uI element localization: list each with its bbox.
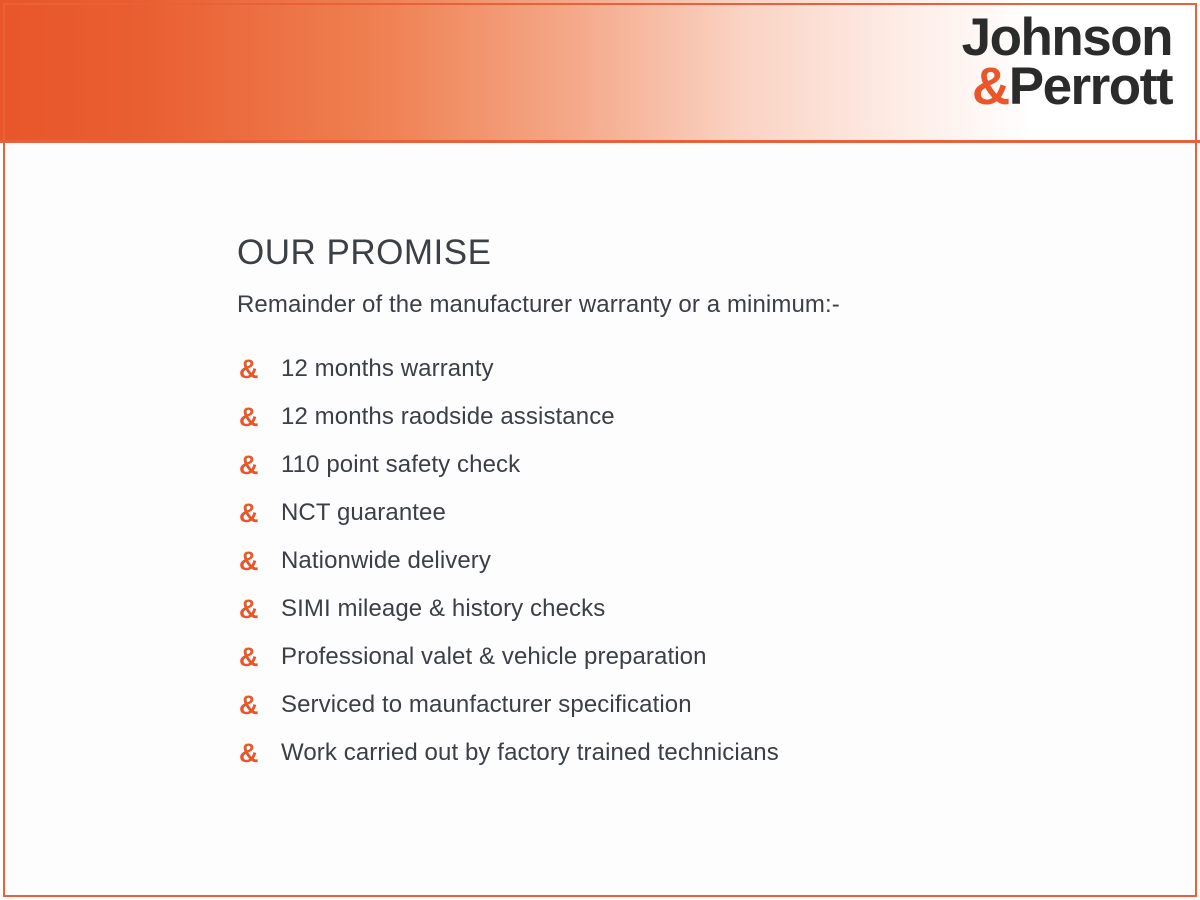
ampersand-bullet-icon: & bbox=[239, 737, 259, 768]
logo-line-2-text: Perrott bbox=[1008, 56, 1172, 116]
list-item-label: Nationwide delivery bbox=[281, 547, 492, 574]
company-logo bbox=[961, 8, 1172, 116]
ampersand-bullet-icon: & bbox=[239, 593, 259, 624]
list-item bbox=[237, 681, 1137, 729]
list-item bbox=[237, 633, 1137, 681]
page-title: OUR PROMISE bbox=[237, 233, 492, 272]
list-item-label: Work carried out by factory trained technicians bbox=[281, 739, 779, 766]
ampersand-bullet-icon: & bbox=[239, 641, 259, 672]
list-item bbox=[237, 537, 1137, 585]
logo-line-2 bbox=[962, 56, 1172, 116]
list-item bbox=[237, 489, 1137, 537]
header-band bbox=[0, 0, 1200, 140]
logo-line-1: Johnson bbox=[961, 8, 1172, 67]
promise-list bbox=[237, 345, 1137, 777]
ampersand-bullet-icon: & bbox=[239, 353, 259, 384]
list-item-label: SIMI mileage & history checks bbox=[281, 595, 606, 622]
list-item bbox=[237, 393, 1137, 441]
body-area bbox=[0, 143, 1200, 897]
list-item bbox=[237, 585, 1137, 633]
list-item-label: NCT guarantee bbox=[281, 499, 446, 526]
list-item-label: Serviced to maunfacturer specification bbox=[281, 691, 692, 718]
list-item-label: Professional valet & vehicle preparation bbox=[281, 643, 707, 670]
ampersand-bullet-icon: & bbox=[239, 401, 259, 432]
list-item bbox=[237, 441, 1137, 489]
list-item-label: 12 months raodside assistance bbox=[281, 403, 615, 430]
list-item-label: 12 months warranty bbox=[281, 355, 494, 382]
ampersand-bullet-icon: & bbox=[239, 449, 259, 480]
promise-block bbox=[237, 233, 1137, 777]
list-item bbox=[237, 729, 1137, 777]
ampersand-bullet-icon: & bbox=[239, 689, 259, 720]
ampersand-logo-icon: & bbox=[971, 56, 1009, 116]
list-item-label: 110 point safety check bbox=[281, 451, 521, 478]
ampersand-bullet-icon: & bbox=[239, 545, 259, 576]
ampersand-bullet-icon: & bbox=[239, 497, 259, 528]
page-subtitle: Remainder of the manufacturer warranty or a minimum:- bbox=[237, 291, 840, 318]
list-item bbox=[237, 345, 1137, 393]
